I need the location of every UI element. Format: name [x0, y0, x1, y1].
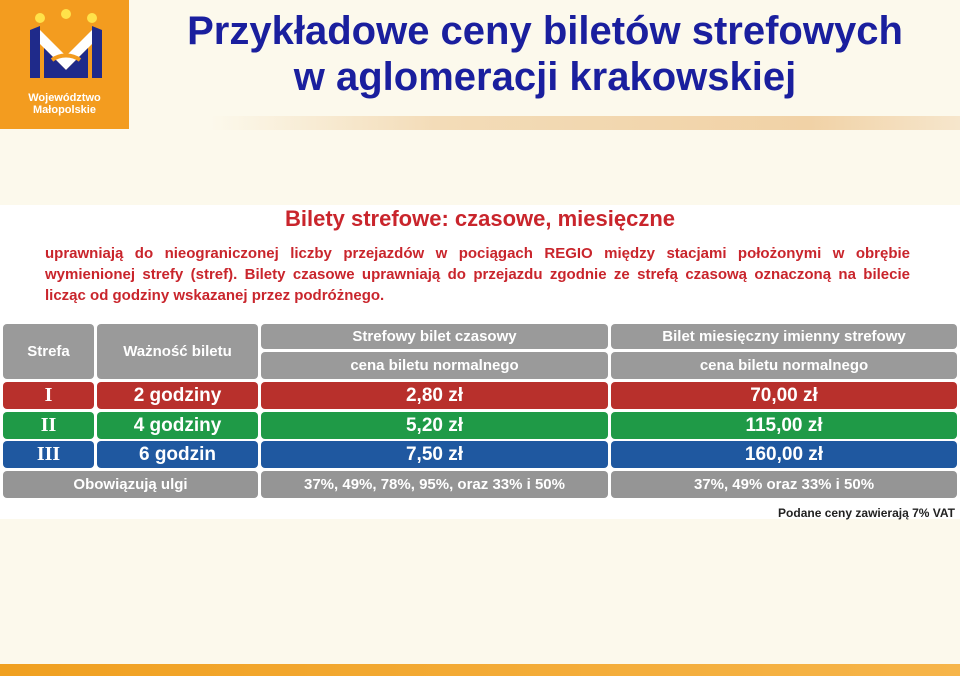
- panel-description: uprawniają do nieograniczonej liczby przejazdów w pociągach REGIO między stacjami położonymi w obrębie wymienionej strefy (stref). Bilety czasowe uprawniają do przejazdu zgodnie ze strefą czasową oznaczoną na bilecie licząc od godziny wskazanej przez podróżnego.: [45, 245, 910, 304]
- logo-text-line1: Województwo: [28, 92, 101, 104]
- logo-text: [0, 92, 129, 116]
- zone-cell: I: [3, 382, 94, 409]
- panel-title: Bilety strefowe: czasowe, miesięczne: [284, 206, 676, 231]
- title-underline-decoration: [210, 116, 960, 130]
- time-price-cell: 7,50 zł: [261, 441, 608, 468]
- validity-cell: 6 godzin: [97, 441, 258, 468]
- monthly-price-cell: 160,00 zł: [611, 441, 957, 468]
- subheader-time-price: cena biletu normalnego: [261, 352, 608, 379]
- discounts-label: Obowiązują ulgi: [3, 471, 258, 498]
- validity-cell: 2 godziny: [97, 382, 258, 409]
- title-line-2: w aglomeracji krakowskiej: [293, 55, 797, 99]
- malopolska-logo: [0, 0, 129, 129]
- monthly-price-cell: 115,00 zł: [611, 412, 957, 439]
- time-price-cell: 2,80 zł: [261, 382, 608, 409]
- discounts-monthly-ticket: 37%, 49% oraz 33% i 50%: [611, 471, 957, 498]
- header-monthly-ticket: Bilet miesięczny imienny strefowy: [611, 324, 957, 349]
- header-time-ticket: Strefowy bilet czasowy: [261, 324, 608, 349]
- discounts-time-ticket: 37%, 49%, 78%, 95%, oraz 33% i 50%: [261, 471, 608, 498]
- zone-cell: III: [3, 441, 94, 468]
- logo-text-line2: Małopolskie: [33, 104, 96, 116]
- validity-cell: 4 godziny: [97, 412, 258, 439]
- ticket-price-panel: [0, 205, 960, 519]
- header-validity: Ważność biletu: [97, 324, 258, 379]
- zone-cell: II: [3, 412, 94, 439]
- header-zone: Strefa: [3, 324, 94, 379]
- bottom-bar: [0, 664, 960, 676]
- malopolska-emblem-icon: [0, 0, 129, 92]
- subheader-monthly-price: cena biletu normalnego: [611, 352, 957, 379]
- title-line-1: Przykładowe ceny biletów strefowych: [187, 9, 903, 53]
- slide-title: [130, 8, 960, 100]
- time-price-cell: 5,20 zł: [261, 412, 608, 439]
- vat-note: Podane ceny zawierają 7% VAT: [778, 506, 955, 520]
- monthly-price-cell: 70,00 zł: [611, 382, 957, 409]
